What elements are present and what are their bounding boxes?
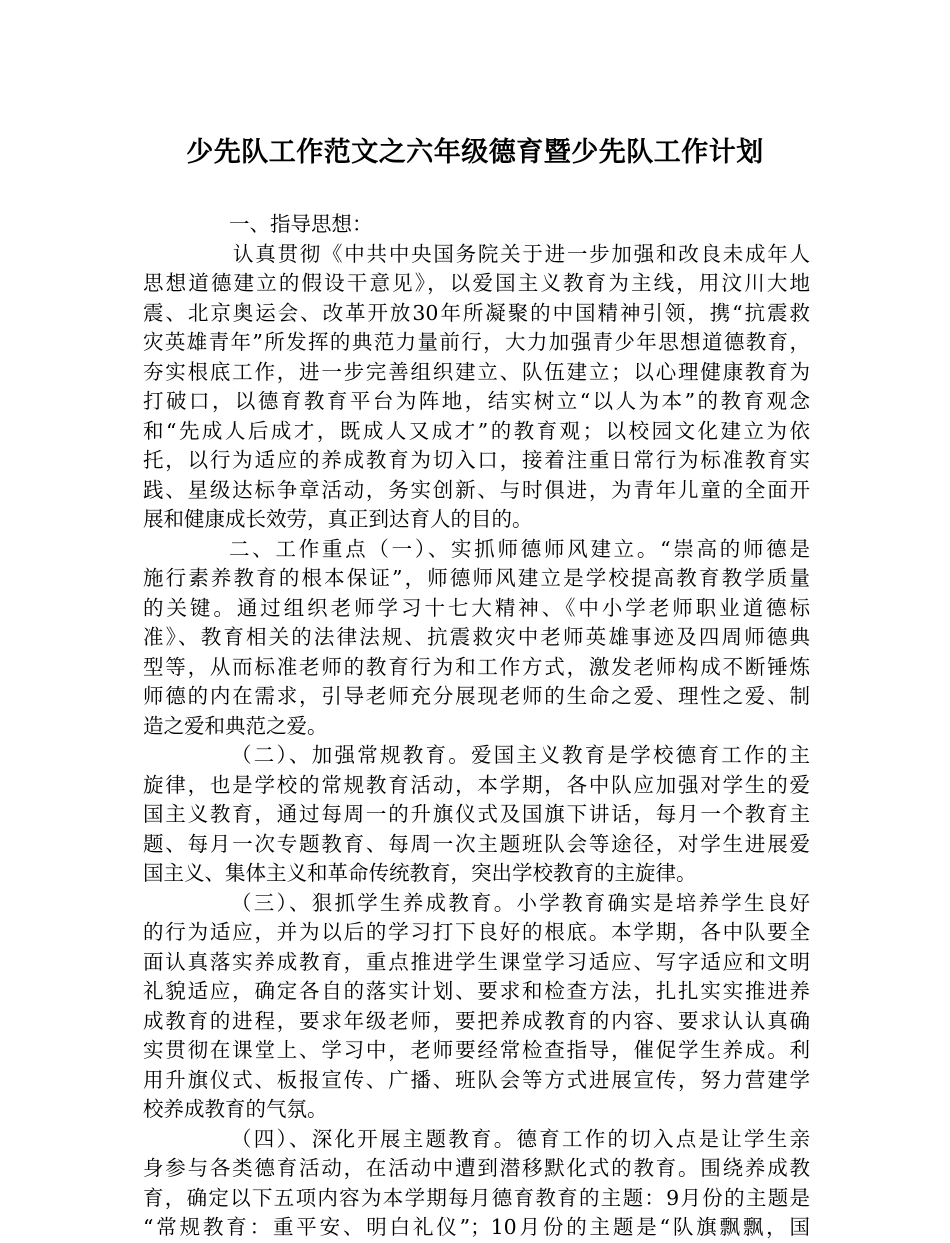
paragraph-line: 旋律，也是学校的常规教育活动，本学期，各中队应加强对学生的爱 xyxy=(143,772,810,797)
paragraph-line: 礼貌适应，确定各自的落实计划、要求和检查方法，扎扎实实推进养 xyxy=(143,979,810,1003)
paragraph-line: 造之爱和典范之爱。 xyxy=(143,713,328,738)
paragraph-line: 校养成教育的气氛。 xyxy=(143,1097,328,1121)
paragraph-line: 准》、教育相关的法律法规、抗震救灾中老师英雄事迹及四周师德典 xyxy=(143,625,810,649)
paragraph-line: 面认真落实养成教育，重点推进学生课堂学习适应、写字适应和文明 xyxy=(143,949,810,974)
paragraph-line: 师德的内在需求，引导老师充分展现老师的生命之爱、理性之爱、制 xyxy=(143,684,810,708)
paragraph-line: 国主义、集体主义和革命传统教育，突出学校教育的主旋律。 xyxy=(143,861,697,885)
paragraph-line: 育，确定以下五项内容为本学期每月德育教育的主题：9月份的主题是 xyxy=(143,1185,810,1210)
paragraph-line: 施行素养教育的根本保证”，师德师风建立是学校提高教育教学质量 xyxy=(143,566,810,590)
paragraph-line: 的关键。通过组织老师学习十七大精神、《中小学老师职业道德标 xyxy=(143,595,810,620)
paragraph-line: 思想道德建立的假设干意见》，以爱国主义教育为主线，用汶川大地 xyxy=(143,271,810,295)
paragraph-line: 国主义教育，通过每周一的升旗仪式及国旗下讲话，每月一个教育主 xyxy=(143,802,810,826)
paragraph-line: 震、北京奥运会、改革开放30年所凝聚的中国精神引领，携“抗震救 xyxy=(143,300,810,325)
paragraph-line: 夯实根底工作，进一步完善组织建立、队伍建立；以心理健康教育为 xyxy=(143,359,810,384)
document-body xyxy=(143,210,810,1243)
paragraph-line: 托，以行为适应的养成教育为切入口，接着注重日常行为标准教育实 xyxy=(143,448,810,472)
paragraph-line: 和“先成人后成才，既成人又成才”的教育观；以校园文化建立为依 xyxy=(143,418,810,443)
paragraph-line: “常规教育：重平安、明白礼仪”；10月份的主题是“队旗飘飘，国 xyxy=(143,1215,810,1239)
paragraph-line: 身参与各类德育活动，在活动中遭到潜移默化式的教育。围绕养成教 xyxy=(143,1156,810,1180)
document-title: 少先队工作范文之六年级德育暨少先队工作计划 xyxy=(186,137,764,168)
paragraph-line: 的行为适应，并为以后的学习打下良好的根底。本学期，各中队要全 xyxy=(143,920,810,944)
paragraph-line: 打破口，以德育教育平台为阵地，结实树立“以人为本”的教育观念 xyxy=(143,389,810,413)
paragraph-line: 实贯彻在课堂上、学习中，老师要经常检查指导，催促学生养成。利 xyxy=(143,1038,810,1062)
paragraph-line: 型等，从而标准老师的教育行为和工作方式，激发老师构成不断锤炼 xyxy=(143,654,810,679)
paragraph-line: 成教育的进程，要求年级老师，要把养成教育的内容、要求认认真确 xyxy=(143,1008,810,1033)
section-heading-guiding-ideology: 一、指导思想： xyxy=(229,212,373,236)
paragraph-line: 认真贯彻《中共中央国务院关于进一步加强和改良未成年人 xyxy=(233,241,810,266)
paragraph-line: （二）、加强常规教育。爱国主义教育是学校德育工作的主 xyxy=(231,743,810,767)
paragraph-line: 践、星级达标争章活动，务实创新、与时俱进，为青年儿童的全面开 xyxy=(143,477,810,502)
paragraph-line: 展和健康成长效劳，真正到达育人的目的。 xyxy=(143,507,533,531)
paragraph-line: 用升旗仪式、板报宣传、广播、班队会等方式进展宣传，努力营建学 xyxy=(143,1067,810,1092)
paragraph-line: 题、每月一次专题教育、每周一次主题班队会等途径，对学生进展爱 xyxy=(143,831,810,856)
paragraph-line: （四）、深化开展主题教育。德育工作的切入点是让学生亲 xyxy=(231,1126,810,1151)
paragraph-line: 灾英雄青年”所发挥的典范力量前行，大力加强青少年思想道德教育， xyxy=(143,330,810,354)
paragraph-line: （三）、狠抓学生养成教育。小学教育确实是培养学生良好 xyxy=(231,890,810,915)
paragraph-line: 二、工作重点（一）、实抓师德师风建立。“崇高的师德是 xyxy=(229,536,810,561)
